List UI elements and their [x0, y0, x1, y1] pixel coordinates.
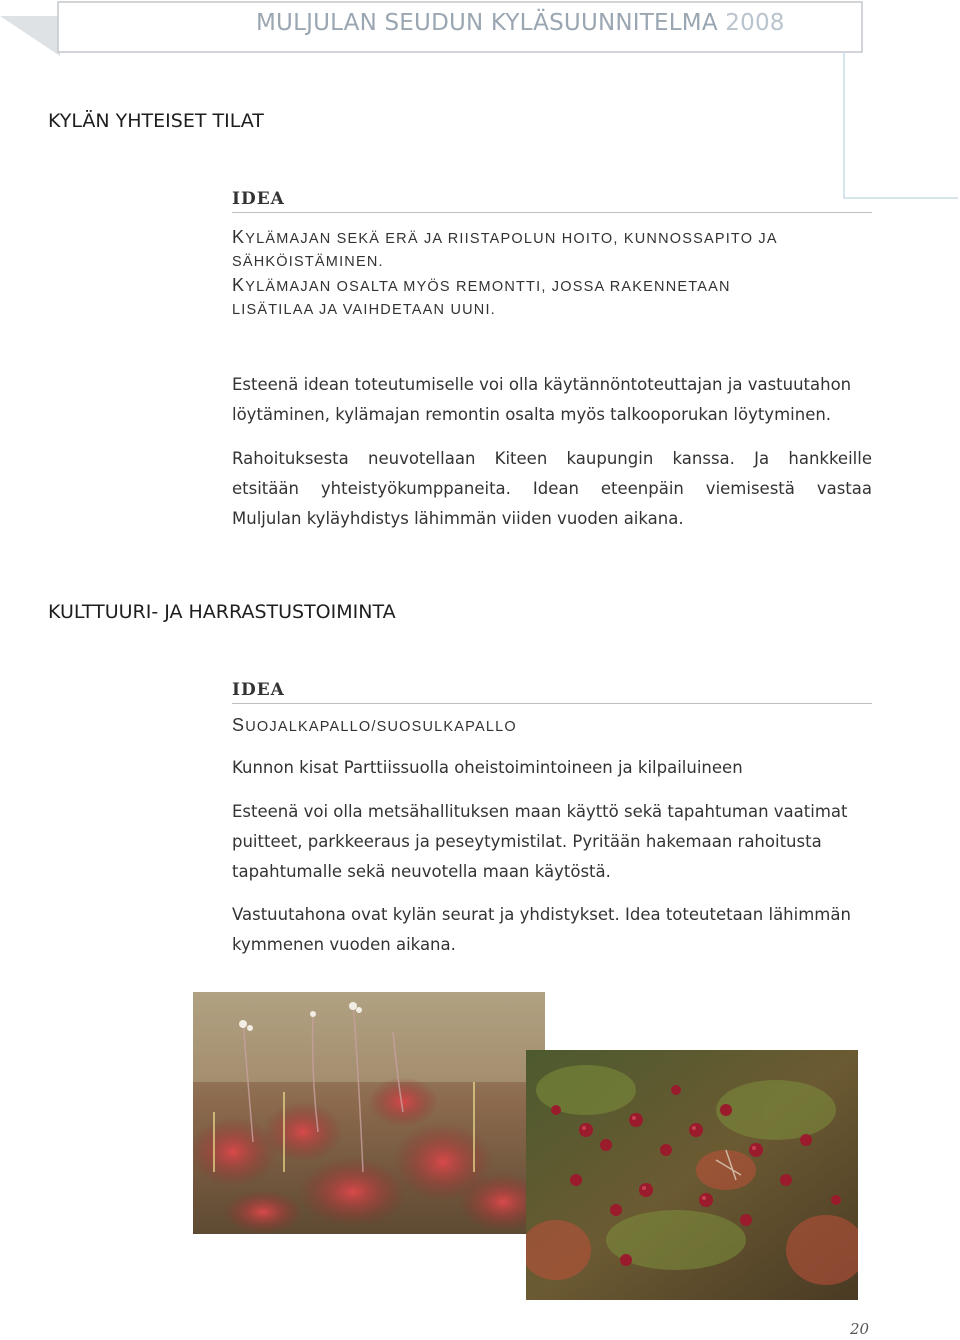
paragraph-line: Esteenä idean toteutumiselle voi olla käytännöntoteuttajan ja vastuutahon	[232, 375, 852, 394]
idea-title-line1: YLÄMAJAN SEKÄ ERÄ JA RIISTAPOLUN HOITO, KUNNOSSAPITO JA	[245, 231, 778, 247]
idea-divider	[232, 703, 872, 704]
funding-paragraph	[232, 444, 872, 534]
idea-title-initial: S	[232, 715, 246, 735]
idea-title-line4: LISÄTILAA JA VAIHDETAAN UUNI.	[232, 302, 496, 318]
idea-label: IDEA	[232, 189, 285, 209]
idea-title-rest: UOJALKAPALLO/SUOSULKAPALLO	[245, 719, 517, 735]
paragraph-line: puitteet, parkkeeraus ja peseytymistilat. Pyritään hakemaan rahoitusta	[232, 832, 822, 851]
idea-label: IDEA	[232, 680, 285, 700]
event-paragraph	[232, 753, 872, 783]
paragraph-line: Esteenä voi olla metsähallituksen maan käyttö sekä tapahtuman vaatimat	[232, 802, 848, 821]
responsibility-paragraph	[232, 900, 872, 960]
idea-divider	[232, 212, 872, 213]
paragraph-line: etsitään yhteistyökumppaneita. Idean eteenpäin viemisestä vastaa	[232, 479, 872, 498]
obstacle-paragraph	[232, 370, 872, 430]
idea-title	[232, 226, 872, 322]
section-heading-kylan-yhteiset-tilat: KYLÄN YHTEISET TILAT	[48, 110, 264, 132]
paragraph-line: Muljulan kyläyhdistys lähimmän viiden vuoden aikana.	[232, 509, 684, 528]
paragraph-line: kymmenen vuoden aikana.	[232, 935, 456, 954]
section-heading-kulttuuri: KULTTUURI- JA HARRASTUSTOIMINTA	[48, 601, 396, 623]
paragraph-line: Vastuutahona ovat kylän seurat ja yhdistykset. Idea toteutetaan lähimmän	[232, 905, 851, 924]
idea-title-line2: SÄHKÖISTÄMINEN.	[232, 254, 384, 270]
document-title	[256, 10, 785, 36]
idea-title-line3: YLÄMAJAN OSALTA MYÖS REMONTTI, JOSSA RAKENNETAAN	[245, 279, 731, 295]
idea-title-initial-2: K	[232, 275, 246, 295]
sundew-photo	[193, 992, 545, 1234]
idea-title	[232, 714, 872, 739]
paragraph-line: tapahtumalle sekä neuvotella maan käytöstä.	[232, 862, 611, 881]
cranberry-photo	[526, 1050, 858, 1300]
document-year: 2008	[725, 10, 785, 36]
obstacle-paragraph-2	[232, 797, 872, 887]
paragraph-line: Kunnon kisat Parttiissuolla oheistoimintoineen ja kilpailuineen	[232, 758, 743, 777]
paragraph-line: Rahoituksesta neuvotellaan Kiteen kaupungin kanssa. Ja hankkeille	[232, 449, 872, 468]
idea-title-initial: K	[232, 227, 246, 247]
document-title-text: MULJULAN SEUDUN KYLÄSUUNNITELMA	[256, 10, 718, 36]
paragraph-line: löytäminen, kylämajan remontin osalta myös talkooporukan löytyminen.	[232, 405, 832, 424]
page-number: 20	[850, 1320, 870, 1338]
